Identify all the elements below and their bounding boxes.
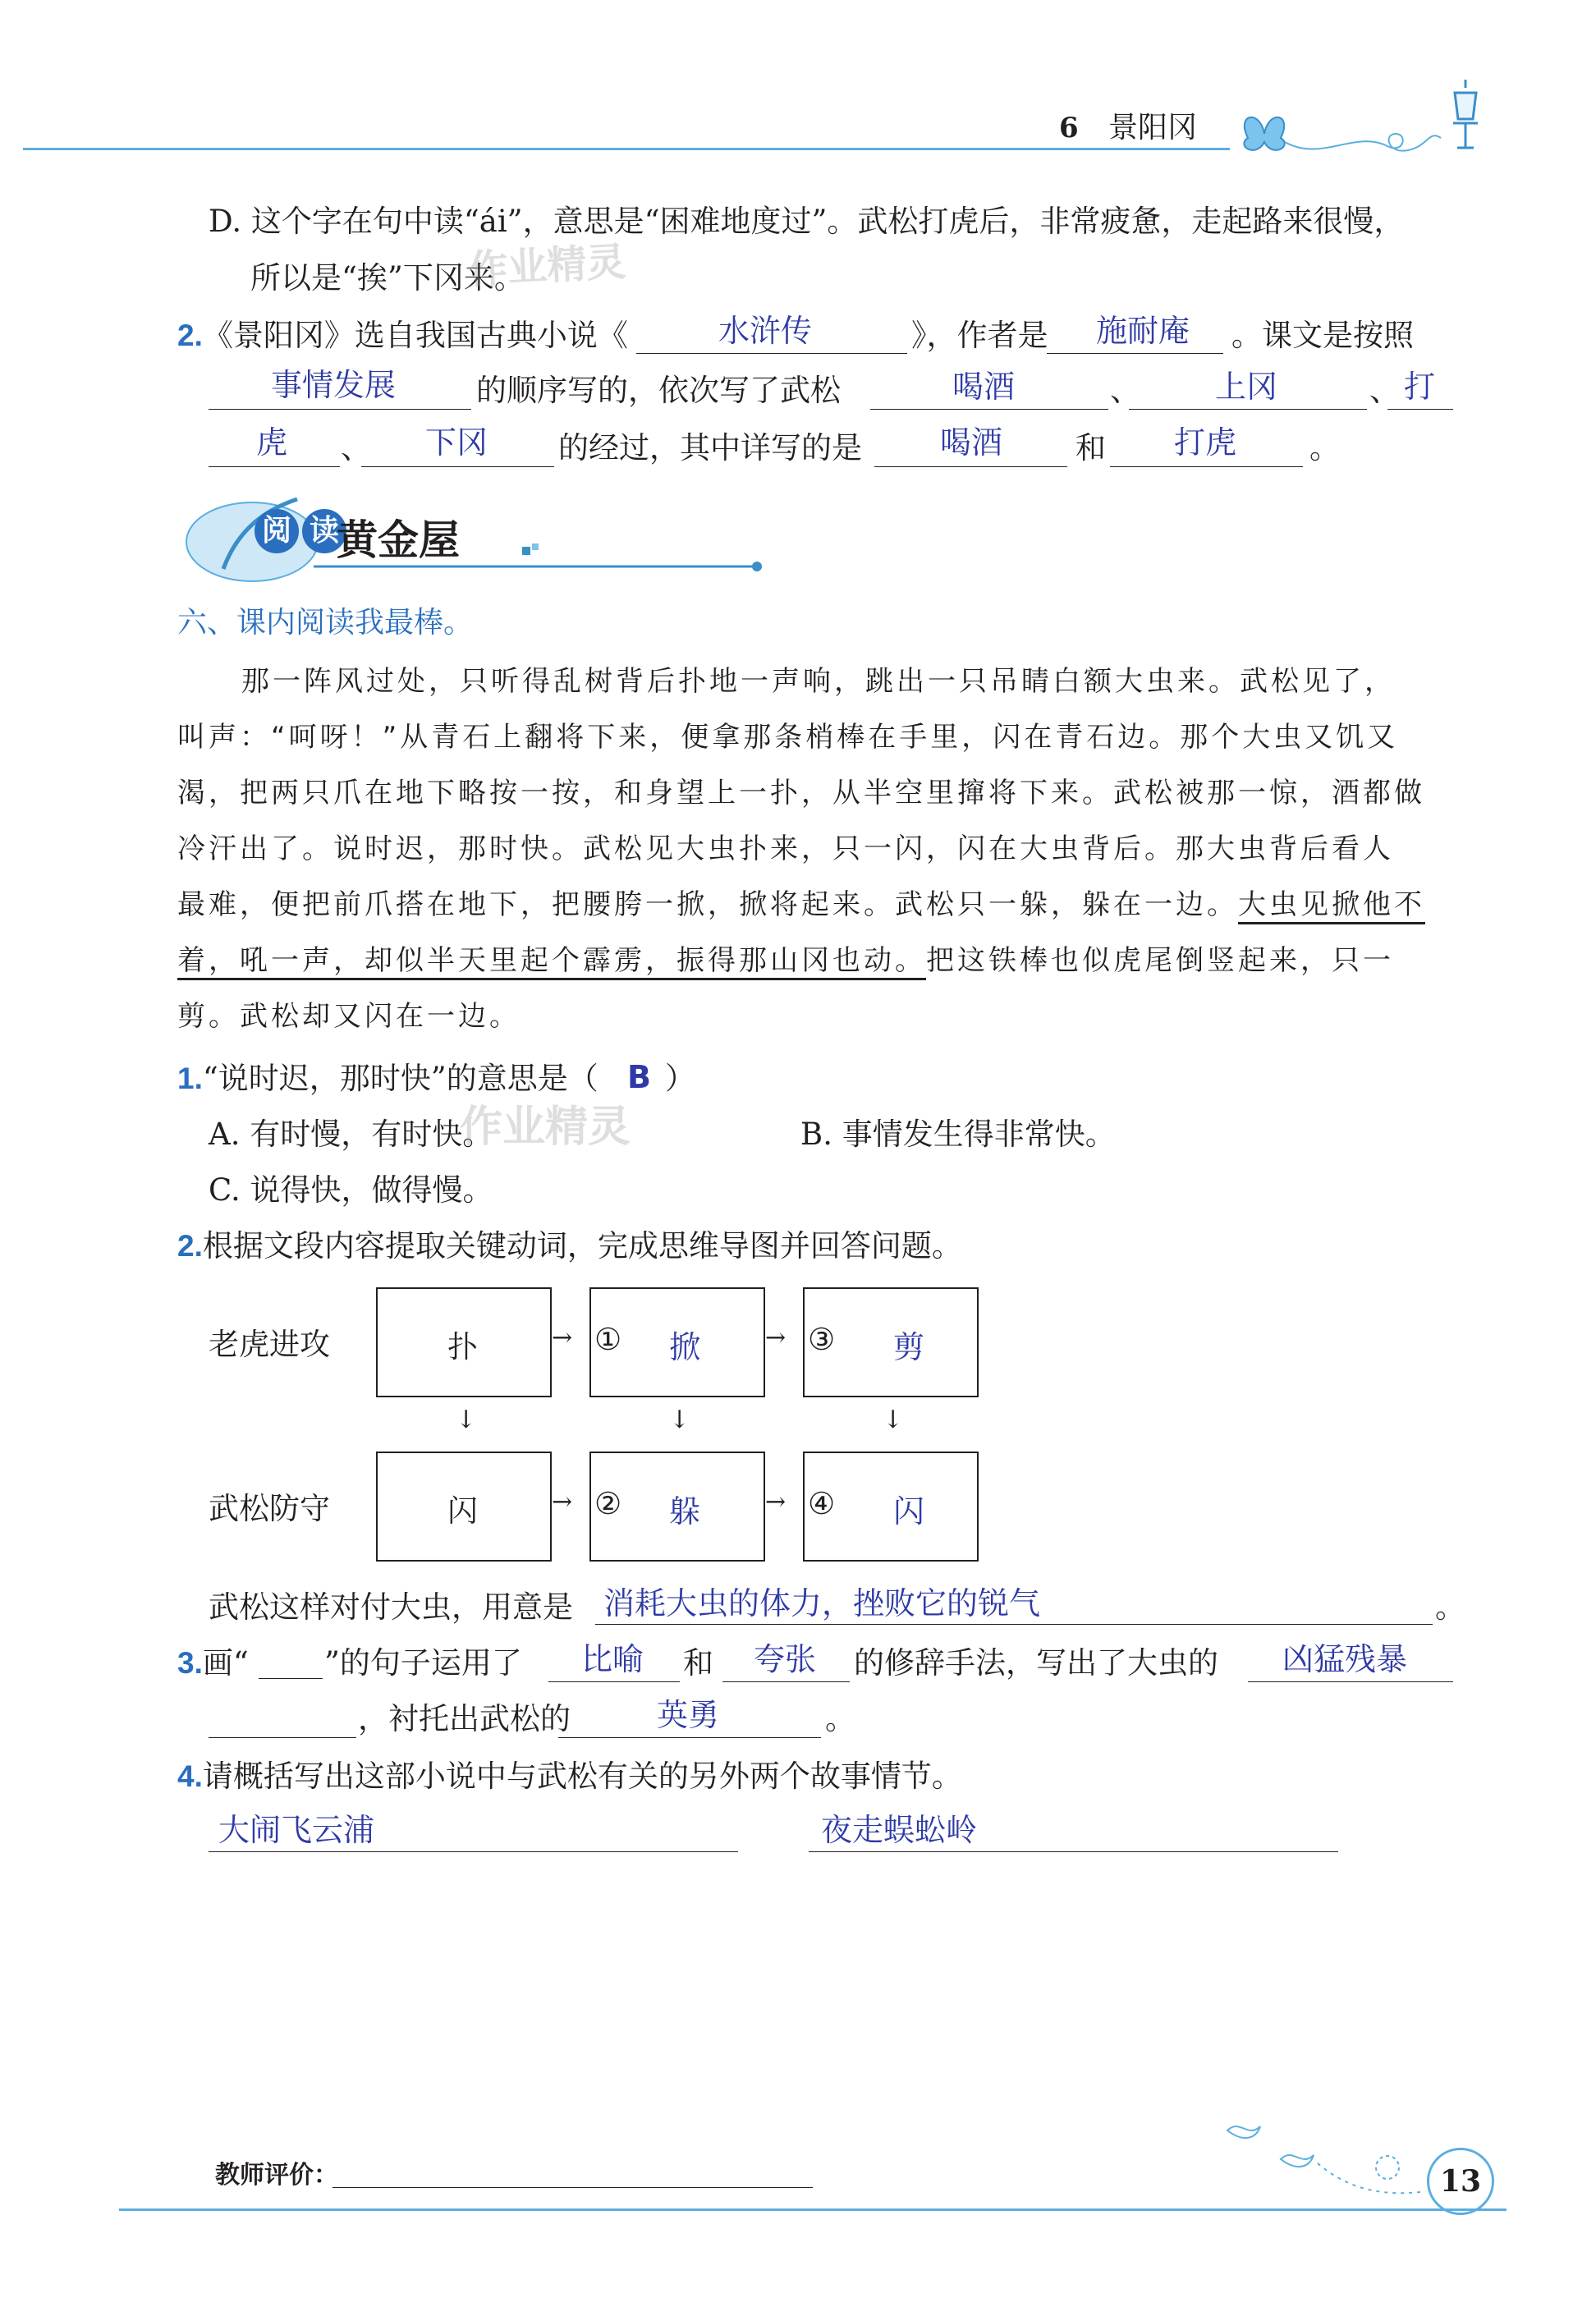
q3-sample-line [259, 1678, 323, 1679]
order-answer: 事情发展 [271, 367, 397, 403]
purpose-answer: 消耗大虫的体力，挫败它的锐气 [603, 1585, 1041, 1621]
passage [177, 654, 1458, 1044]
r1c2-num: ① [594, 1322, 622, 1357]
row2-label: 武松防守 [209, 1491, 330, 1526]
q3-a1: 比喻 [581, 1641, 644, 1677]
banner-title [255, 507, 460, 566]
q4-a2-blank [809, 1851, 1338, 1852]
bird-doodle-icon [1223, 2114, 1437, 2204]
passage-line-6-rest: 把这铁棒也似虎尾倒竖起来，只一 [926, 944, 1394, 977]
passage-line-5 [177, 877, 1458, 933]
a1-blank [870, 409, 1108, 410]
page-number: 13 [1427, 2148, 1494, 2215]
novel-answer: 水浒传 [718, 313, 813, 349]
q3-a4: 英勇 [657, 1697, 720, 1733]
r2c3-answer: 闪 [893, 1493, 925, 1530]
novel-blank [636, 353, 907, 354]
q2-line1 [177, 316, 628, 355]
q3-a2: 夸张 [754, 1641, 817, 1677]
q3-part2: ”的句子运用了 [324, 1645, 522, 1681]
q2b-stem: 根据文段内容提取关键动词，完成思维导图并回答问题。 [202, 1228, 962, 1264]
passage-line-7: 剪。武松却又闪在一边。 [177, 1000, 521, 1033]
watermark-top: 作业精灵 [466, 239, 627, 293]
r2c2-num: ② [594, 1486, 622, 1521]
q2-number: 2. [177, 319, 203, 352]
author-answer: 施耐庵 [1096, 313, 1190, 349]
q2-part7: 的经过，其中详写的是 [558, 430, 862, 466]
purpose-prefix: 武松这样对付大虫，用意是 [209, 1589, 573, 1625]
q2-part3: 。课文是按照 [1231, 318, 1414, 353]
passage-line-6 [177, 933, 1458, 988]
order-blank [209, 409, 471, 410]
author-blank [1047, 353, 1223, 354]
banner-title-text: 黄金屋 [337, 516, 460, 564]
arrow-down-2: ↓ [669, 1406, 690, 1434]
q4-a1: 大闹飞云浦 [218, 1812, 375, 1848]
r1c2-answer: 掀 [669, 1329, 701, 1365]
q1-close: ） [665, 1061, 695, 1096]
d1-blank [874, 466, 1067, 467]
q3-a4-blank [558, 1737, 821, 1738]
arrow-r2-2: → [765, 1488, 787, 1516]
watermark-mid: 作业精灵 [460, 1103, 631, 1152]
a3-blank-end [1387, 409, 1453, 410]
q2-part6: 、 [1369, 373, 1400, 408]
lesson-title: 景阳冈 [1108, 111, 1198, 144]
a2-answer: 上冈 [1215, 369, 1278, 405]
q1-option-b: B. 事情发生得非常快。 [800, 1117, 1116, 1152]
purpose-end: 。 [1435, 1589, 1465, 1625]
r2c3-num: ④ [808, 1486, 836, 1521]
r1c3-answer: 剪 [893, 1329, 925, 1365]
underlined-sentence-b: 着，吼一声，却似半天里起个霹雳，振得那山冈也动。 [177, 944, 926, 977]
q4-a1-blank [209, 1851, 738, 1852]
q3-a1-blank [548, 1681, 680, 1682]
option-d-line2: 所以是“挨”下冈来。 [250, 260, 525, 296]
q3-a3-blank-cont [209, 1737, 356, 1738]
passage-line-2: 叫声：“呵呀！”从青石上翻将下来，便拿那条梢棒在手里，闪在青石边。那个大虫又饥又 [177, 721, 1399, 754]
passage-line-3: 渴，把两只爪在地下略按一按，和身望上一扑，从半空里撺将下来。武松被那一惊，酒都做 [177, 777, 1425, 810]
a4-blank [361, 466, 554, 467]
r1c3-num: ③ [808, 1322, 836, 1357]
r2c1-text: 闪 [447, 1493, 478, 1529]
a3-blank-start [209, 466, 340, 467]
q3-a3-blank [1248, 1681, 1453, 1682]
r2c2-answer: 躲 [669, 1493, 701, 1530]
arrow-r2-1: → [552, 1488, 573, 1516]
q1-number: 1. [177, 1062, 203, 1095]
q1-option-a: A. 有时慢，有时快。 [209, 1117, 493, 1152]
teacher-eval-line [332, 2187, 813, 2188]
q1-answer: B [627, 1059, 651, 1095]
footer-rule [119, 2208, 1507, 2211]
option-d-line1: D. 这个字在句中读“ái”，意思是“困难地度过”。武松打虎后，非常疲惫，走起路来很慢， [209, 204, 1405, 239]
q3-row1a [177, 1644, 249, 1683]
arrow-r1-2: → [765, 1323, 787, 1352]
lamp-icon [1445, 78, 1486, 152]
d1-answer: 喝酒 [940, 424, 1003, 461]
header-rule [23, 148, 1230, 150]
q4-a2: 夜走蜈蚣岭 [821, 1812, 978, 1848]
a4-answer: 下冈 [425, 424, 488, 461]
arrow-down-1: ↓ [456, 1406, 477, 1434]
d2-answer: 打虎 [1174, 424, 1237, 461]
q2-part4: 的顺序写的，依次写了武松 [476, 373, 841, 408]
teacher-eval-label: 教师评价： [215, 2161, 338, 2190]
q2-part9: 。 [1309, 430, 1340, 466]
lesson-number: 6 [1059, 112, 1079, 144]
q2b-number: 2. [177, 1229, 203, 1263]
q2b-stem-row [177, 1227, 962, 1266]
passage-line-5-text: 最难，便把前爪搭在地下，把腰胯一掀，掀将起来。武松只一躲，躲在一边。 [177, 888, 1238, 921]
section-heading: 六、课内阅读我最棒。 [177, 606, 474, 640]
a2-blank [1129, 409, 1367, 410]
q2-part2: 》，作者是 [911, 318, 1048, 353]
banner-badge-1: 阅 [255, 509, 299, 553]
a1-answer: 喝酒 [952, 369, 1016, 405]
a3-answer-a: 打 [1404, 369, 1436, 405]
r1c1-text: 扑 [447, 1329, 478, 1364]
q3-number: 3. [177, 1646, 203, 1680]
q3-part1: 画“ [202, 1645, 249, 1681]
passage-line-4: 冷汗出了。说时迟，那时快。武松见大虫扑来，只一闪，闪在大虫背后。那大虫背后看人 [177, 832, 1394, 865]
q2-part6b: 、 [341, 430, 371, 466]
q3-part3: 和 [683, 1645, 713, 1681]
q3-part5: ，衬托出武松的 [358, 1701, 571, 1736]
row1-label: 老虎进攻 [209, 1327, 330, 1362]
q2-part5: 、 [1110, 373, 1140, 408]
arrow-r1-1: → [552, 1323, 573, 1352]
arrow-down-3: ↓ [883, 1406, 904, 1434]
q3-a3: 凶猛残暴 [1282, 1641, 1408, 1677]
q2-part1: 《景阳冈》选自我国古典小说《 [202, 318, 628, 353]
q3-part4: 的修辞手法，写出了大虫的 [854, 1645, 1218, 1681]
q3-a2-blank [722, 1681, 850, 1682]
passage-line-1: 那一阵风过处，只听得乱树背后扑地一声响，跳出一只吊睛白额大虫来。武松见了， [241, 665, 1396, 698]
q3-part6: 。 [825, 1701, 855, 1736]
q4-stem-row [177, 1757, 962, 1796]
d2-blank [1110, 466, 1303, 467]
q4-number: 4. [177, 1759, 203, 1793]
q1-stem: “说时迟，那时快”的意思是（ [202, 1061, 598, 1096]
q4-stem: 请概括写出这部小说中与武松有关的另外两个故事情节。 [202, 1759, 962, 1794]
q2-part8: 和 [1075, 430, 1106, 466]
underlined-sentence-a: 大虫见掀他不 [1238, 888, 1425, 921]
purpose-blank [595, 1624, 1433, 1625]
banner-badge-2: 读 [302, 509, 346, 553]
q1-option-c: C. 说得快，做得慢。 [209, 1172, 493, 1208]
a3-answer-b: 虎 [256, 424, 288, 461]
